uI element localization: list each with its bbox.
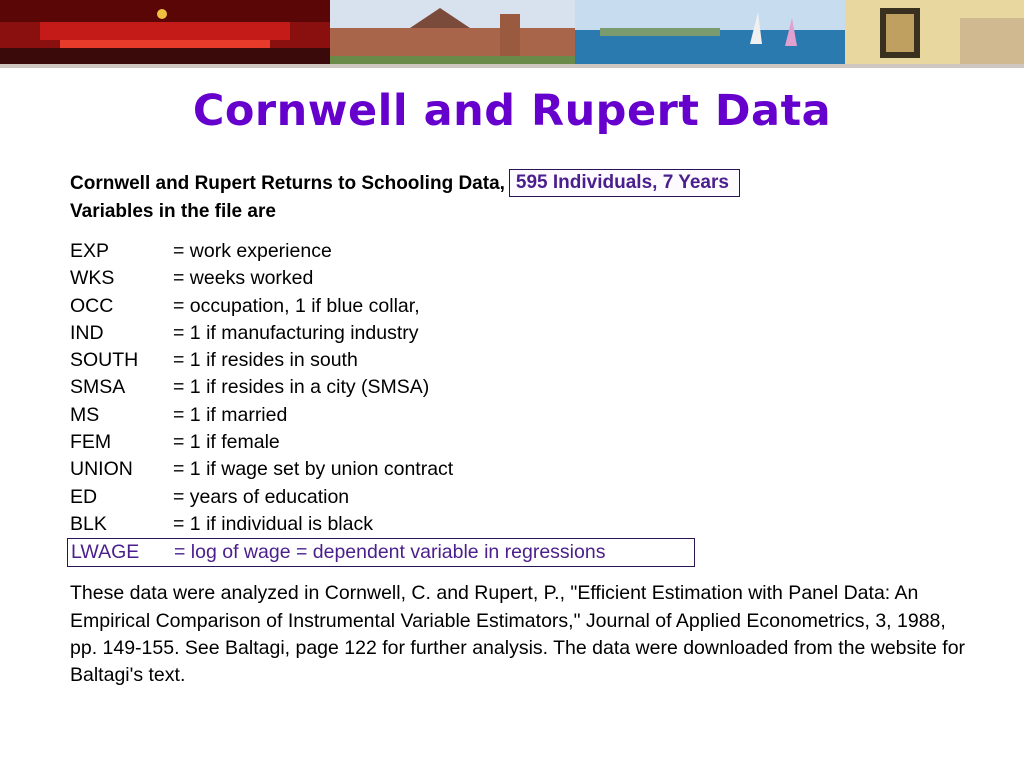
slide-content bbox=[70, 170, 970, 689]
variable-name: WKS bbox=[70, 267, 115, 290]
citation-paragraph: These data were analyzed in Cornwell, C. and Rupert, P., "Efficient Estimation with Panel Data: An Empirical Comparison of Instrumental Variable Estimators," Journal of Applied Econometrics, 3, 1988, pp. 149-155. See Baltagi, page 122 for further analysis. The data were downloaded from the website for Baltagi's text. bbox=[70, 582, 966, 687]
variable-row-highlighted bbox=[67, 538, 695, 567]
intro-dataset-label: Cornwell and Rupert Returns to Schooling Data, bbox=[70, 173, 505, 194]
intro-text bbox=[70, 170, 970, 225]
banner-image bbox=[0, 0, 1024, 68]
variable-row bbox=[70, 320, 970, 347]
intro-line-2: Variables in the file are bbox=[70, 201, 276, 222]
variable-row bbox=[70, 293, 970, 320]
variable-row bbox=[70, 347, 970, 374]
variable-row bbox=[70, 456, 970, 483]
variable-row bbox=[70, 265, 970, 292]
variable-description: = work experience bbox=[173, 240, 332, 262]
variable-row bbox=[70, 511, 970, 538]
variable-row bbox=[70, 402, 970, 429]
variable-list bbox=[70, 238, 970, 567]
variable-description: = weeks worked bbox=[173, 267, 314, 290]
variable-name: MS bbox=[70, 403, 100, 426]
variable-description: = 1 if married bbox=[173, 403, 288, 426]
variable-name: SMSA bbox=[70, 376, 126, 399]
sample-size-highlight: 595 Individuals, 7 Years bbox=[509, 169, 740, 197]
variable-description: = log of wage = dependent variable in regressions bbox=[174, 541, 606, 564]
header-photo-banner bbox=[0, 0, 1024, 68]
variable-name: SOUTH bbox=[70, 349, 139, 372]
variable-description: = 1 if individual is black bbox=[173, 512, 373, 535]
variable-row bbox=[70, 484, 970, 511]
variable-description: = 1 if female bbox=[173, 431, 280, 454]
page-title: Cornwell and Rupert Data bbox=[192, 86, 832, 136]
variable-row bbox=[70, 374, 970, 401]
variable-name: ED bbox=[70, 485, 98, 508]
intro-line-1 bbox=[70, 170, 970, 198]
variable-name: LWAGE bbox=[71, 541, 140, 564]
variable-description: = 1 if resides in a city (SMSA) bbox=[173, 376, 430, 399]
variable-name: IND bbox=[70, 321, 104, 344]
variable-row bbox=[70, 238, 970, 265]
variable-name: UNION bbox=[70, 458, 133, 481]
variable-description: = 1 if resides in south bbox=[173, 349, 358, 372]
variable-description: = occupation, 1 if blue collar, bbox=[173, 294, 420, 317]
variable-name: FEM bbox=[70, 431, 112, 454]
variable-name: OCC bbox=[70, 294, 114, 317]
variable-name: EXP bbox=[70, 240, 110, 262]
variable-description: = 1 if manufacturing industry bbox=[173, 321, 419, 344]
variable-description: = 1 if wage set by union contract bbox=[173, 458, 454, 481]
variable-row bbox=[70, 429, 970, 456]
variable-description: = years of education bbox=[173, 485, 350, 508]
variable-name: BLK bbox=[70, 512, 107, 535]
